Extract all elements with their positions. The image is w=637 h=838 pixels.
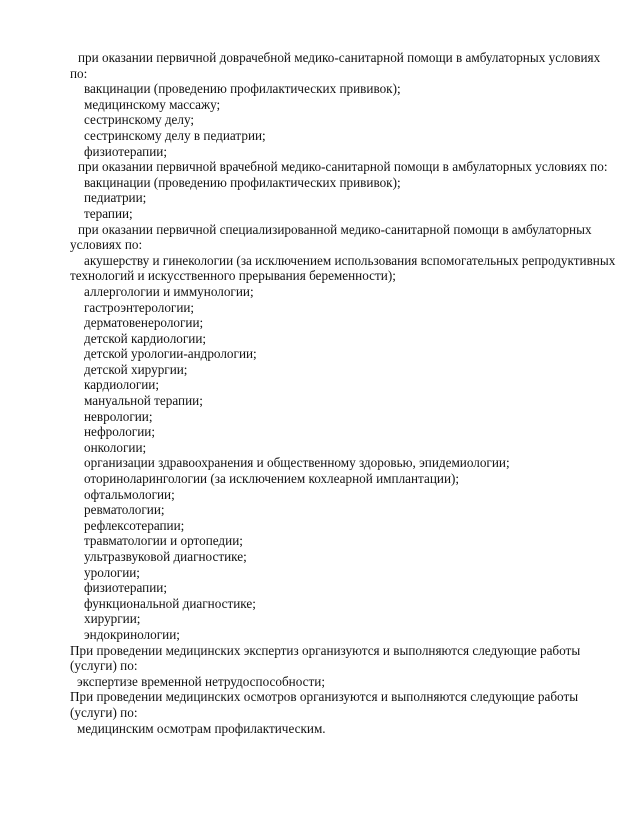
document-body (70, 50, 615, 736)
list-item: кардиологии; (84, 377, 160, 393)
list-item: детской кардиологии; (84, 330, 207, 346)
list-item: экспертизе временной нетрудоспособности; (77, 673, 325, 689)
list-item: физиотерапии; (84, 580, 168, 596)
text-line: При проведении медицинских осмотров организуются и выполняются следующие работы (70, 689, 579, 705)
list-item: детской хирургии; (84, 361, 188, 377)
list-item: терапии; (84, 205, 133, 221)
list-item: ревматологии; (84, 502, 165, 518)
list-item: онкологии; (84, 439, 147, 455)
list-item: оториноларингологии (за исключением кохлеарной имплантации); (84, 471, 460, 487)
text-line: по: (70, 65, 88, 81)
list-item: гастроэнтерологии; (84, 299, 195, 315)
list-item: нефрологии; (84, 424, 155, 440)
text-line: при оказании первичной врачебной медико-санитарной помощи в амбулаторных условиях по: (78, 159, 608, 175)
list-item: эндокринологии; (84, 626, 180, 642)
text-line: при оказании первичной доврачебной медико-санитарной помощи в амбулаторных условиях (78, 50, 601, 65)
text-line: (услуги) по: (70, 658, 138, 674)
list-item: урологии; (84, 564, 140, 580)
list-item: акушерству и гинекологии (за исключением использования вспомогательных репродуктивных (84, 252, 616, 268)
list-item: сестринскому делу; (84, 112, 195, 128)
text-line: При проведении медицинских экспертиз организуются и выполняются следующие работы (70, 642, 581, 658)
list-item: неврологии; (84, 408, 153, 424)
list-item: организации здравоохранения и общественному здоровью, эпидемиологии; (84, 455, 510, 471)
text-line: условиях по: (70, 237, 143, 253)
list-item: педиатрии; (84, 190, 147, 206)
list-item: мануальной терапии; (84, 393, 203, 409)
list-item: медицинскому массажу; (84, 96, 221, 112)
list-item: сестринскому делу в педиатрии; (84, 127, 266, 143)
list-item: физиотерапии; (84, 143, 168, 159)
text-line: технологий и искусственного прерывания беременности); (70, 268, 396, 284)
list-item: офтальмологии; (84, 486, 175, 502)
list-item: вакцинации (проведению профилактических прививок); (84, 174, 401, 190)
text-line: (услуги) по: (70, 704, 138, 720)
list-item: медицинским осмотрам профилактическим. (77, 720, 326, 736)
list-item: аллергологии и иммунологии; (84, 283, 254, 299)
list-item: травматологии и ортопедии; (84, 533, 243, 549)
list-item: дерматовенерологии; (84, 315, 204, 331)
list-item: вакцинации (проведению профилактических прививок); (84, 81, 401, 97)
list-item: детской урологии-андрологии; (84, 346, 257, 362)
text-line: при оказании первичной специализированной медико-санитарной помощи в амбулаторных (78, 221, 592, 237)
list-item: ультразвуковой диагностике; (84, 549, 247, 564)
list-item: функциональной диагностике; (84, 595, 256, 611)
list-item: хирургии; (84, 611, 141, 627)
list-item: рефлексотерапии; (84, 517, 185, 533)
